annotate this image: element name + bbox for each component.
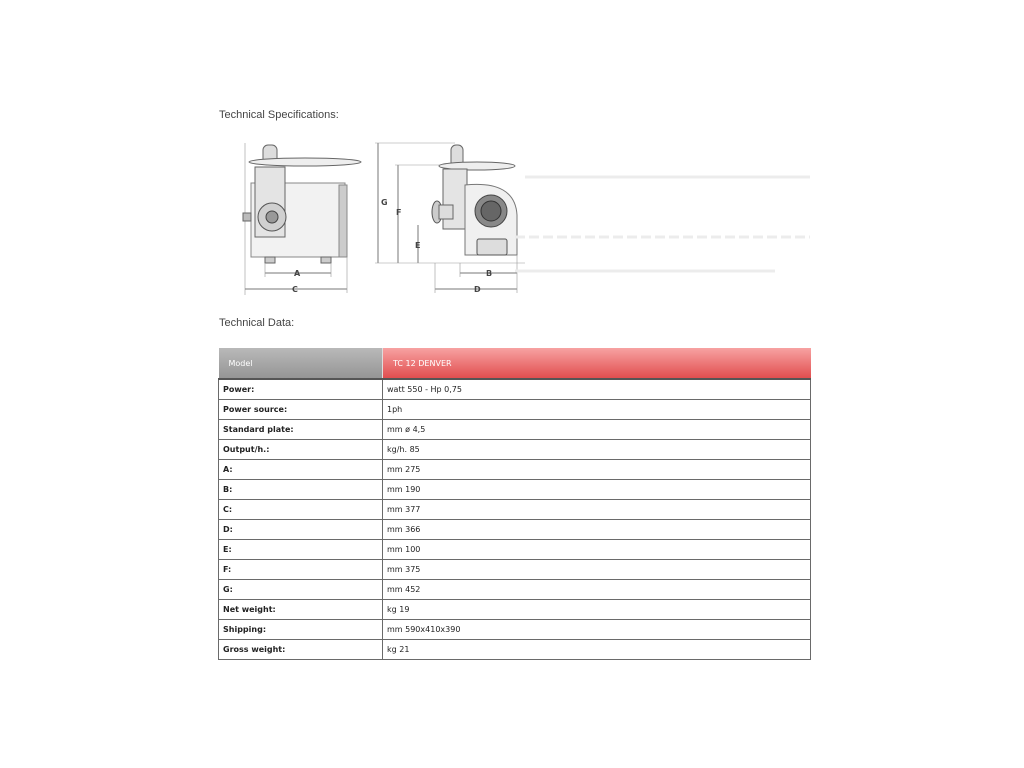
technical-data-table bbox=[218, 348, 811, 660]
row-label: B: bbox=[219, 480, 383, 500]
dimension-label-b: B bbox=[486, 269, 493, 278]
table-row bbox=[219, 640, 811, 660]
row-label: Output/h.: bbox=[219, 440, 383, 460]
row-label: G: bbox=[219, 580, 383, 600]
row-value: mm 375 bbox=[383, 560, 811, 580]
row-label: C: bbox=[219, 500, 383, 520]
table-row bbox=[219, 440, 811, 460]
dimension-label-f: F bbox=[396, 208, 402, 217]
row-label: Standard plate: bbox=[219, 420, 383, 440]
side-view-drawing bbox=[375, 143, 525, 293]
table-row bbox=[219, 400, 811, 420]
table-row bbox=[219, 600, 811, 620]
row-label: A: bbox=[219, 460, 383, 480]
row-label: D: bbox=[219, 520, 383, 540]
row-value: kg 21 bbox=[383, 640, 811, 660]
technical-specifications-heading: Technical Specifications: bbox=[219, 109, 339, 121]
table-row bbox=[219, 620, 811, 640]
row-label: E: bbox=[219, 540, 383, 560]
model-header-label: Model bbox=[219, 348, 383, 379]
row-value: mm 590x410x390 bbox=[383, 620, 811, 640]
table-row bbox=[219, 500, 811, 520]
machine-dimension-diagram bbox=[215, 135, 815, 300]
row-value: mm 190 bbox=[383, 480, 811, 500]
table-row bbox=[219, 520, 811, 540]
row-value: mm 452 bbox=[383, 580, 811, 600]
row-label: F: bbox=[219, 560, 383, 580]
row-value: watt 550 - Hp 0,75 bbox=[383, 379, 811, 400]
technical-data-heading: Technical Data: bbox=[219, 317, 295, 329]
row-value: mm 366 bbox=[383, 520, 811, 540]
dimension-label-e: E bbox=[415, 241, 421, 250]
row-label: Shipping: bbox=[219, 620, 383, 640]
row-value: mm 275 bbox=[383, 460, 811, 480]
table-row bbox=[219, 480, 811, 500]
table-row bbox=[219, 580, 811, 600]
table-row bbox=[219, 379, 811, 400]
row-value: kg/h. 85 bbox=[383, 440, 811, 460]
table-row bbox=[219, 420, 811, 440]
row-label: Net weight: bbox=[219, 600, 383, 620]
front-view-drawing bbox=[243, 143, 361, 295]
table-row bbox=[219, 560, 811, 580]
faded-background-lines bbox=[515, 177, 810, 271]
row-label: Gross weight: bbox=[219, 640, 383, 660]
dimension-label-g: G bbox=[381, 198, 388, 207]
row-value: 1ph bbox=[383, 400, 811, 420]
dimension-label-d: D bbox=[474, 285, 481, 294]
row-label: Power: bbox=[219, 379, 383, 400]
dimension-label-c: C bbox=[292, 285, 298, 294]
dimension-label-a: A bbox=[294, 269, 301, 278]
table-header-row bbox=[219, 348, 811, 379]
table-row bbox=[219, 540, 811, 560]
table-row bbox=[219, 460, 811, 480]
row-label: Power source: bbox=[219, 400, 383, 420]
row-value: mm ø 4,5 bbox=[383, 420, 811, 440]
model-header-value: TC 12 DENVER bbox=[383, 348, 811, 379]
row-value: mm 100 bbox=[383, 540, 811, 560]
row-value: kg 19 bbox=[383, 600, 811, 620]
row-value: mm 377 bbox=[383, 500, 811, 520]
